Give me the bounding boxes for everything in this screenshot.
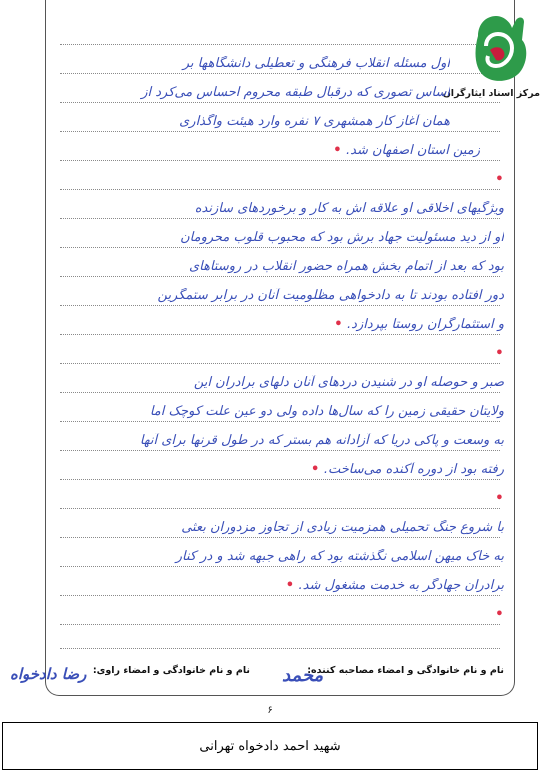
rule-line (60, 131, 500, 132)
rule-line (60, 624, 500, 625)
rule-line (60, 247, 500, 248)
handwritten-line: • (495, 607, 504, 622)
caption-text: شهید احمد دادخواه تهرانی (199, 738, 341, 754)
rule-line (60, 363, 500, 364)
sentence-dot: • (285, 578, 299, 593)
narrator-label: نام و نام خانوادگی و امضاء راوی: (92, 665, 250, 676)
rule-line (60, 305, 500, 306)
rule-line (60, 276, 500, 277)
rule-line (60, 102, 500, 103)
rule-line (60, 595, 500, 596)
handwritten-line: اول مسئله انقلاب فرهنگی و تعطیلی دانشگاهها بر (182, 56, 450, 71)
signature-row (0, 655, 520, 685)
handwritten-line: همان آغاز کار همشهری ۷ نفره وارد هیئت واگذاری (179, 114, 450, 129)
rule-line (60, 334, 500, 335)
rule-line (60, 537, 500, 538)
rule-line (60, 648, 500, 649)
handwritten-line: برادران جهادگر به خدمت مشغول شد. • (285, 578, 504, 593)
caption-box (2, 722, 538, 770)
interviewer-signature: محمد (282, 665, 324, 686)
handwritten-line: • (495, 346, 504, 361)
rule-line (60, 508, 500, 509)
sentence-dot: • (333, 143, 347, 158)
sentence-dot: • (334, 317, 348, 332)
handwritten-line: • (495, 172, 504, 187)
handwritten-line: • (495, 491, 504, 506)
rule-line (60, 566, 500, 567)
rule-line (60, 218, 500, 219)
rule-line (60, 160, 500, 161)
handwritten-line: رفته بود از دوره آکنده می‌ساخت. • (310, 462, 504, 477)
handwritten-line: اساس تصوری که درقبال طبقه محروم احساس می‌کرد از (141, 85, 450, 100)
handwritten-line: ویژگیهای اخلاقی او علاقه اش به کار و برخوردهای سازنده (194, 201, 504, 216)
narrator-signature: رضا دادخواه (10, 665, 87, 683)
handwritten-line: زمین استان اصفهان شد. • (333, 143, 480, 158)
rule-line (60, 73, 500, 74)
handwritten-line: ولایتان حقیقی زمین را که سال‌ها داده ولی دو عین علت کوچک اما (149, 404, 504, 419)
rule-line (60, 479, 500, 480)
handwritten-line: و استثمارگران روستا بپردازد. • (334, 317, 504, 332)
handwritten-line: به وسعت و پاکی دریا که آزادانه هم بستر که در طول قرنها برای آنها (139, 433, 504, 448)
handwritten-line: او از دید مسئولیت جهاد برش بود که محبوب قلوب محرومان (180, 230, 504, 245)
interviewer-label: نام و نام خانوادگی و امضاء مصاحبه کننده: (307, 665, 504, 676)
handwritten-line: دور افتاده بودند تا به دادخواهی مظلومیت آنان در برابر ستمگرین (157, 288, 504, 303)
handwritten-line: با شروع جنگ تحمیلی همزمیت زیادی از تجاوز مزدوران بعثی (181, 520, 504, 535)
page-number: ۶ (267, 705, 273, 716)
handwritten-line: صبر و حوصله او در شنیدن دردهای آنان دلهای برادران این (193, 375, 504, 390)
sentence-dot: • (310, 462, 324, 477)
rule-line (60, 450, 500, 451)
rule-line (60, 189, 500, 190)
rule-line (60, 44, 500, 45)
logo-text: مرکز اسناد ایثارگران (442, 88, 540, 99)
handwritten-line: بود که بعد از اتمام بخش همراه حضور انقلاب در روستاهای (188, 259, 504, 274)
rule-line (60, 392, 500, 393)
rule-line (60, 421, 500, 422)
handwritten-line: به خاک میهن اسلامی نگذشته بود که راهی جبهه شد و در کنار (175, 549, 504, 564)
